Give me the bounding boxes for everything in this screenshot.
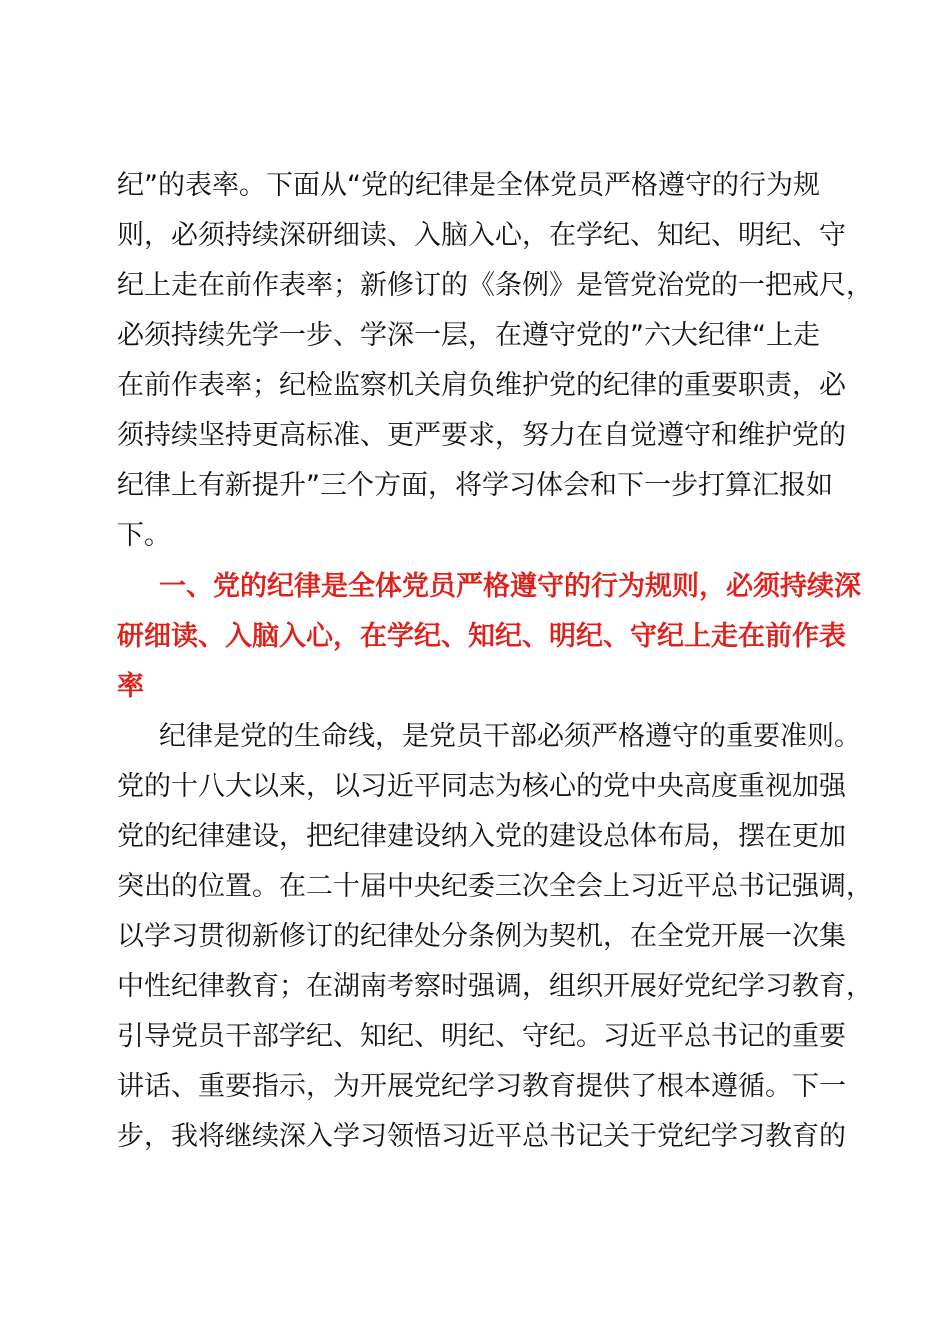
text-line: 中性纪律教育；在湖南考察时强调，组织开展好党纪学习教育，	[117, 971, 873, 1002]
text-line: 纪律上有新提升”三个方面，将学习体会和下一步打算汇报如	[117, 470, 833, 501]
text-line: 在前作表率；纪检监察机关肩负维护党的纪律的重要职责，必	[117, 370, 846, 401]
text-line: 必须持续先学一步、学深一层，在遵守党的”六大纪律“上走	[117, 320, 820, 351]
text-line: 纪上走在前作表率；新修订的《条例》是管党治党的一把戒尺，	[117, 270, 873, 301]
text-line: 纪”的表率。下面从“党的纪律是全体党员严格遵守的行为规	[117, 170, 820, 201]
text-line: 以学习贯彻新修订的纪律处分条例为契机，在全党开展一次集	[117, 921, 846, 952]
text-line: 则，必须持续深研细读、入脑入心，在学纪、知纪、明纪、守	[117, 220, 846, 251]
body-paragraph-2	[117, 712, 873, 1162]
body-paragraph-1	[117, 161, 873, 561]
text-line: 纪律是党的生命线，是党员干部必须严格遵守的重要准则。	[159, 721, 861, 752]
heading-line: 研细读、入脑入心，在学纪、知纪、明纪、守纪上走在前作表	[117, 621, 846, 652]
text-line: 步，我将继续深入学习领悟习近平总书记关于党纪学习教育的	[117, 1121, 846, 1152]
section-heading-1	[117, 562, 861, 712]
text-line: 党的十八大以来，以习近平同志为核心的党中央高度重视加强	[117, 771, 846, 802]
text-line: 党的纪律建设，把纪律建设纳入党的建设总体布局，摆在更加	[117, 821, 846, 852]
heading-line: 一、党的纪律是全体党员严格遵守的行为规则，必须持续深	[159, 571, 861, 602]
text-line: 讲话、重要指示，为开展党纪学习教育提供了根本遵循。下一	[117, 1071, 846, 1102]
text-line: 须持续坚持更高标准、更严要求，努力在自觉遵守和维护党的	[117, 420, 846, 451]
text-line: 引导党员干部学纪、知纪、明纪、守纪。习近平总书记的重要	[117, 1021, 846, 1052]
heading-line: 率	[117, 671, 144, 702]
text-line: 下。	[117, 520, 171, 551]
text-line: 突出的位置。在二十届中央纪委三次全会上习近平总书记强调，	[117, 871, 873, 902]
